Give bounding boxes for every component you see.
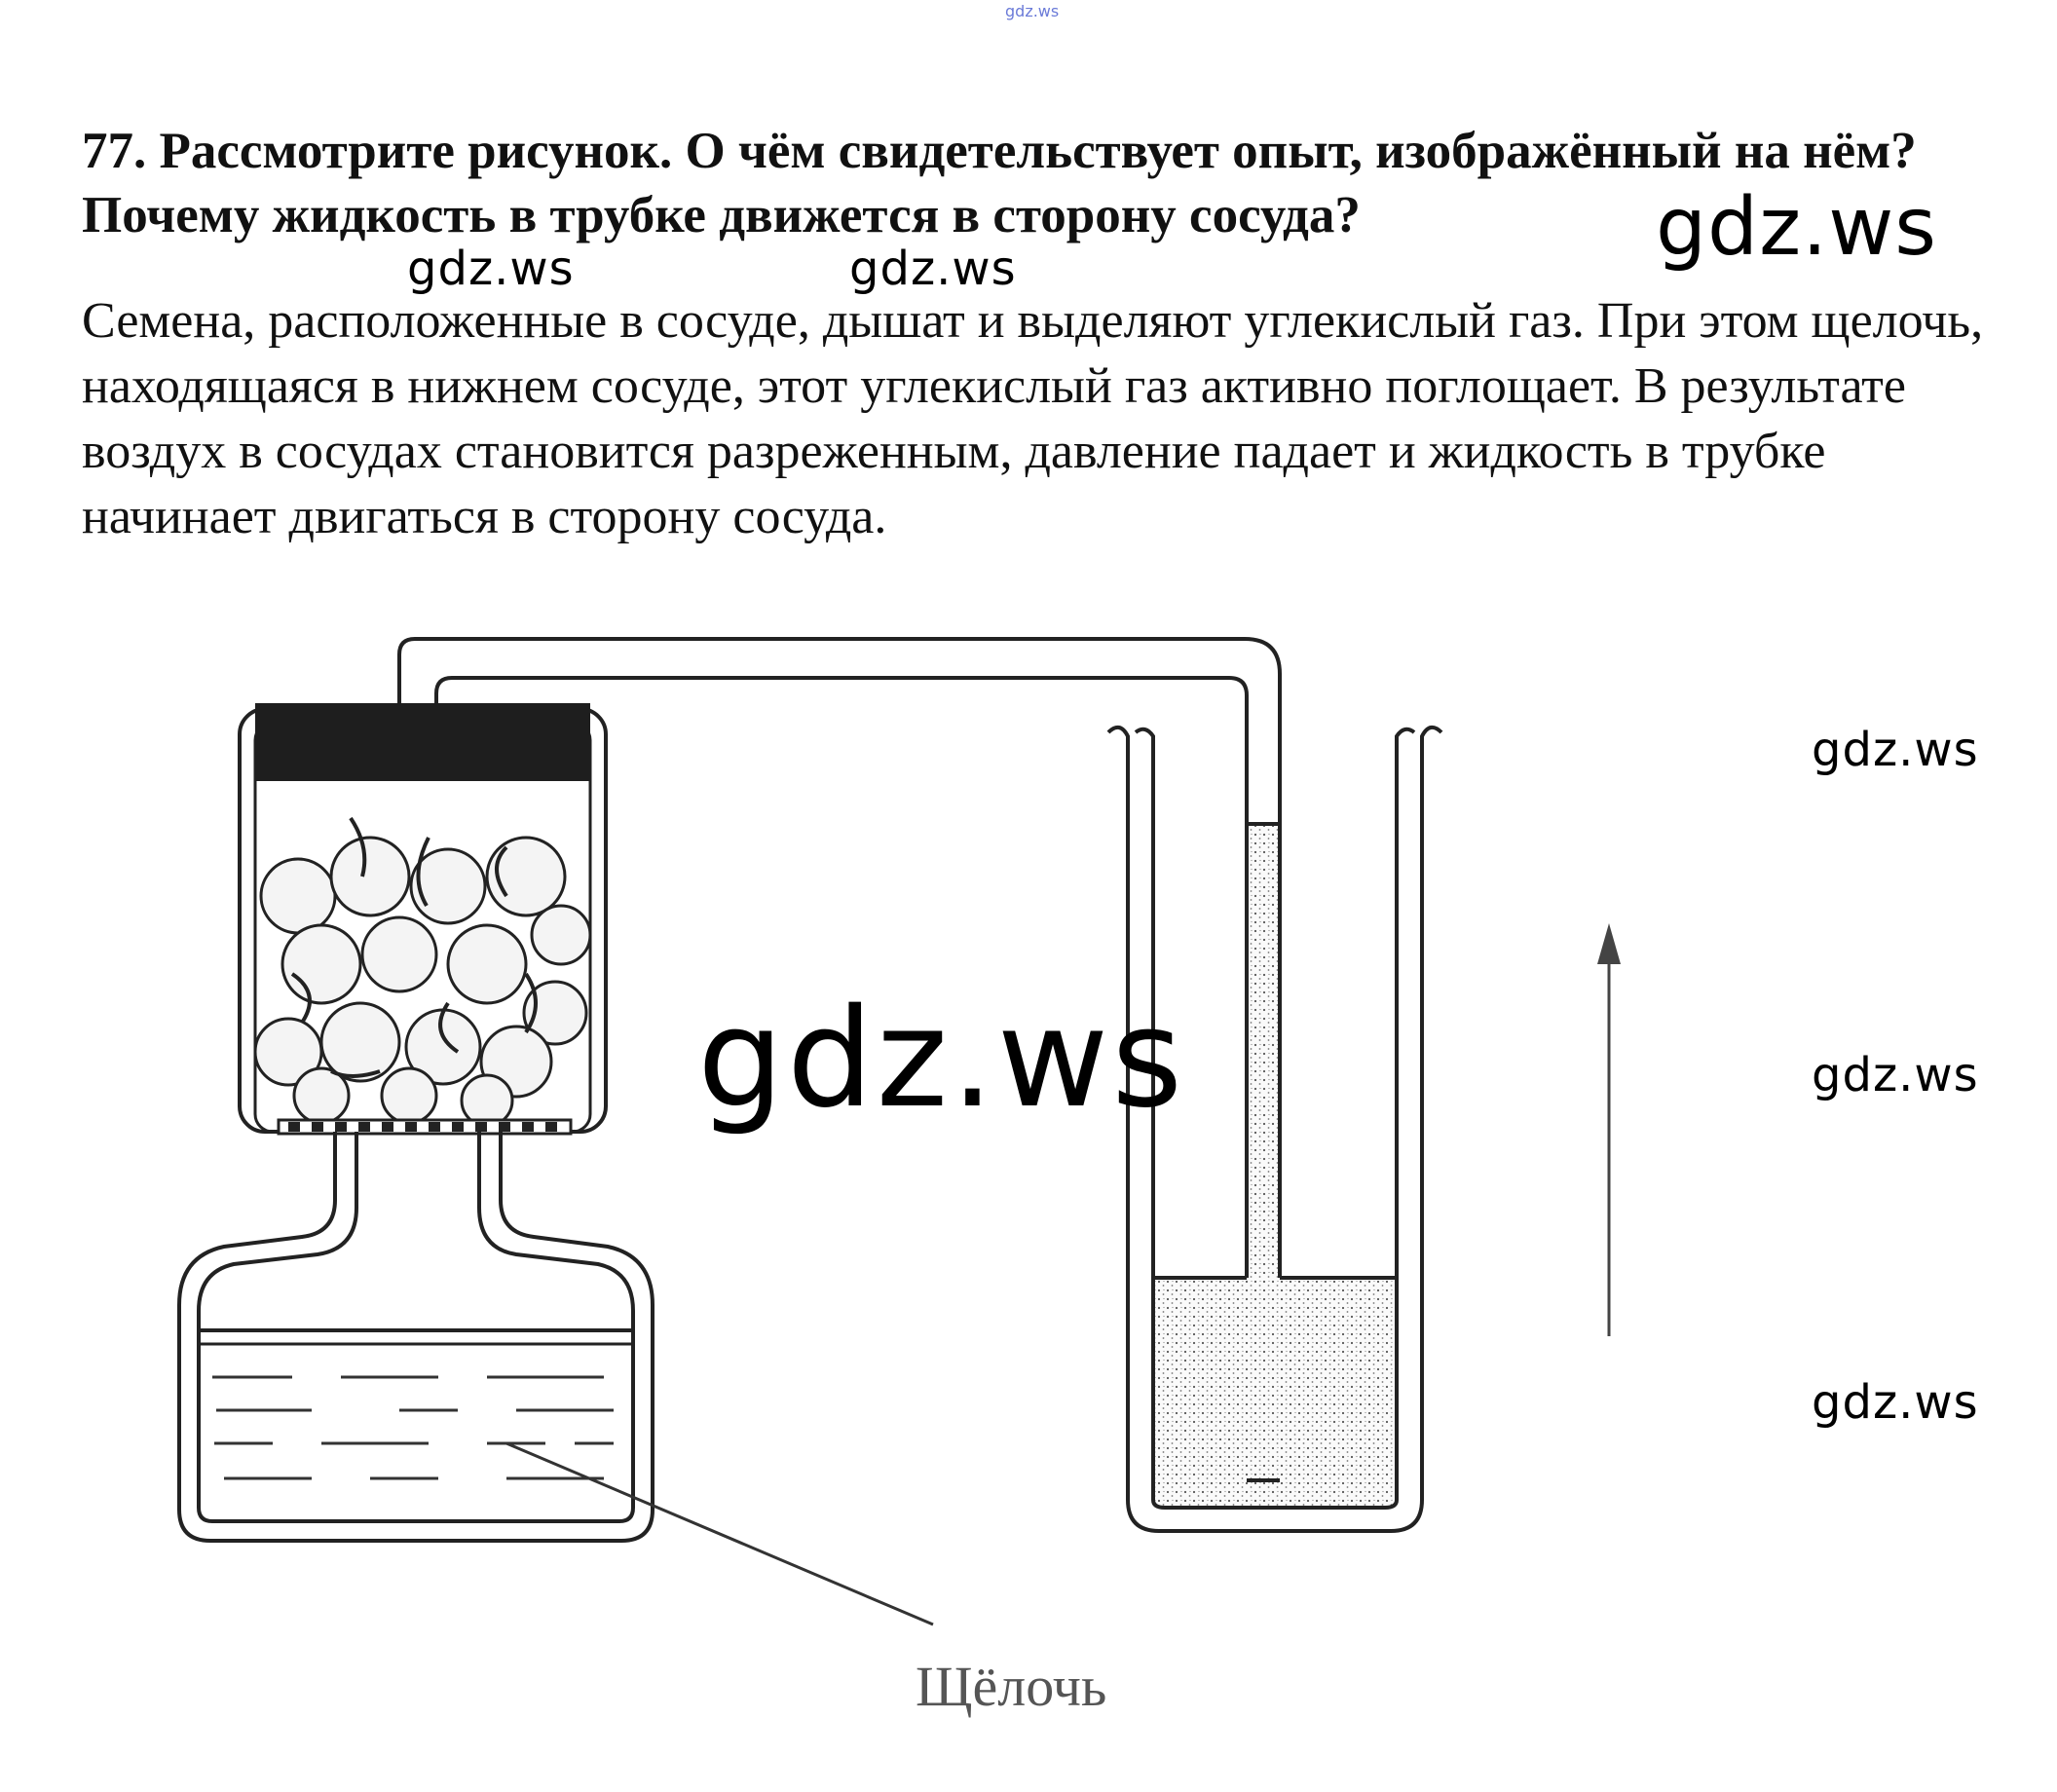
- seed-vessel: [240, 703, 606, 1134]
- arrow-up-icon: [1597, 923, 1621, 1336]
- tube-liquid-column: [1249, 824, 1278, 1478]
- watermark: gdz.ws: [849, 242, 1017, 296]
- site-mark: gdz.ws: [1005, 2, 1060, 20]
- watermark: gdz.ws: [1812, 1048, 1979, 1102]
- watermark: gdz.ws: [697, 980, 1186, 1139]
- question-text: 77. Рассмотрите рисунок. О чём свидетельствует опыт, изображённый на нём? Почему жидкость в трубке движется в сторону сосуда?: [82, 123, 1917, 243]
- watermark: gdz.ws: [407, 242, 575, 296]
- alkali-pointer-line: [506, 1443, 933, 1624]
- seeds: [255, 838, 590, 1126]
- mesh-grate: [279, 1120, 571, 1134]
- watermark: gdz.ws: [1656, 181, 1937, 274]
- stopper: [255, 703, 590, 781]
- answer-text: Семена, расположенные в сосуде, дышат и выделяют углекислый газ. При этом щелочь, находящаяся в нижнем сосуде, этот углекислый газ активно поглощает. В результате воздух в сосудах становится разреженным, давление падает и жидкость в трубке начинает двигаться в сторону сосуда.: [82, 293, 1984, 544]
- watermark: gdz.ws: [1812, 1375, 1979, 1430]
- watermark: gdz.ws: [1812, 723, 1979, 777]
- alkali-label: Щёлочь: [916, 1655, 1107, 1718]
